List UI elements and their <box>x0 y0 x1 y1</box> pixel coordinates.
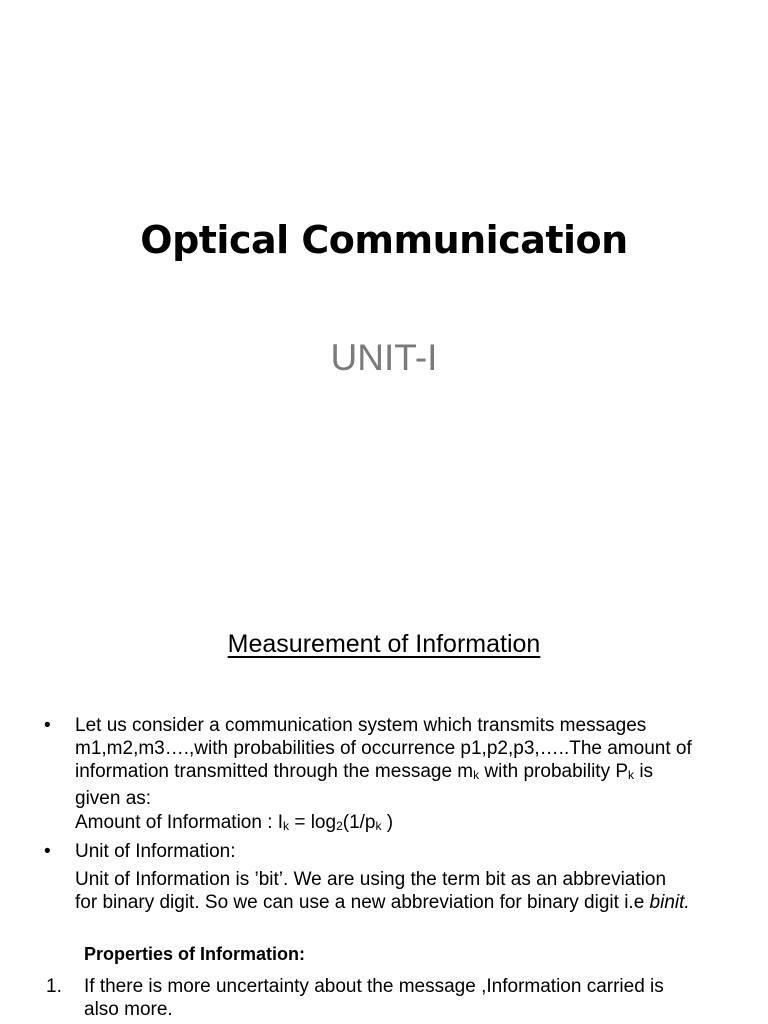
formula-middle: = log <box>289 812 337 833</box>
subscript: k <box>628 768 635 782</box>
unit-line: Unit of Information is ’bit’. We are using the term bit as an abbreviation <box>75 869 667 890</box>
text-segment: for binary digit. So we can use a new abbreviation for binary digit i.e <box>75 892 650 913</box>
property-line: also more. <box>84 999 173 1020</box>
bullet-text: Unit of Information: <box>75 841 236 862</box>
section-heading: Measurement of Information <box>227 630 541 658</box>
unit-description <box>75 868 755 914</box>
slide-subtitle: UNIT-I <box>330 337 438 378</box>
subscript: k <box>283 819 290 833</box>
properties-heading: Properties of Information: <box>84 944 306 964</box>
bullet-line: Let us consider a communication system which transmits messages <box>75 715 647 736</box>
text-segment: is <box>634 761 654 782</box>
formula-prefix: Amount of Information : I <box>75 812 284 833</box>
subscript: k <box>375 819 382 833</box>
bullet-line: m1,m2,m3….,with probabilities of occurrence p1,p2,p3,…..The amount of <box>75 738 692 759</box>
bullet-line <box>75 760 735 787</box>
list-number: 1. <box>46 976 62 997</box>
bullet-line: given as: <box>75 788 152 809</box>
formula-paren: (1/p <box>342 812 376 833</box>
information-formula <box>75 811 755 838</box>
bullet-text <box>75 714 735 810</box>
property-line: If there is more uncertainty about the message ,Information carried is <box>84 976 664 997</box>
subscript: 2 <box>336 819 343 833</box>
subscript: k <box>473 768 480 782</box>
content-slide <box>0 576 768 1024</box>
slide-title: Optical Communication <box>140 218 628 262</box>
formula-paren: ) <box>381 812 394 833</box>
text-segment: information transmitted through the message m <box>75 761 474 782</box>
bullet-icon: • <box>44 841 51 862</box>
italic-term: binit. <box>649 892 690 913</box>
bullet-icon: • <box>44 715 51 736</box>
text-segment: with probability P <box>479 761 629 782</box>
property-text <box>84 975 724 1021</box>
unit-line <box>75 891 755 914</box>
